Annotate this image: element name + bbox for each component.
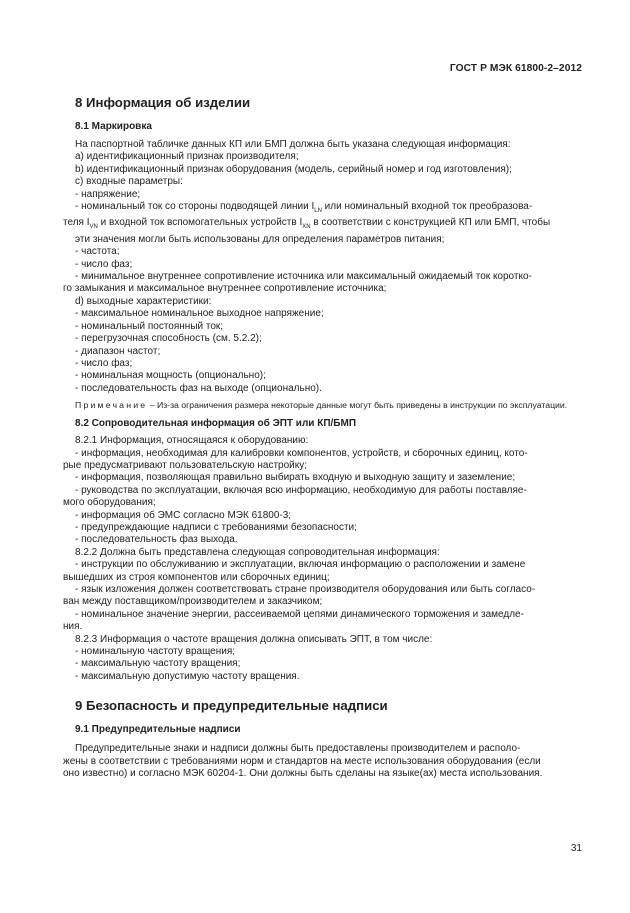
note-text: – Из-за ограничения размера некоторые данные могут быть приведены в инструкции по эксплуатации.	[147, 400, 568, 411]
paragraph: - число фаз;	[75, 357, 133, 369]
paragraph: жены в соответствии с требованиями норм и стандартов на месте использования оборудования (если	[63, 755, 541, 767]
text: в соответствии с конструкцией КП или БМП, чтобы	[310, 217, 551, 229]
section-8-title: 8 Информация об изделии	[75, 95, 251, 110]
paragraph: - номинальное значение энергии, рассеиваемой цепями динамического торможения и замедле-	[75, 608, 524, 620]
subscript: XN	[302, 224, 311, 231]
text: или номинальный входной ток преобразова-	[321, 201, 533, 213]
current-line	[75, 201, 583, 217]
paragraph: - информация, необходимая для калибровки компонентов, устройств, и сборочных единиц, кото-	[75, 447, 528, 459]
paragraph: - максимальную допустимую частоту вращения.	[75, 670, 300, 682]
text: - номинальный ток со стороны подводящей линии I	[75, 201, 315, 213]
paragraph: оно известно) и согласно МЭК 60204-1. Они должны быть сделаны на языке(ах) места использования.	[63, 768, 543, 780]
paragraph: - информация, позволяющая правильно выбирать входную и выходную защиту и заземление;	[75, 472, 516, 484]
paragraph: 8.2.1 Информация, относящаяся к оборудованию:	[75, 435, 309, 447]
paragraph: b) идентификационный признак оборудования (модель, серийный номер и год изготовления);	[75, 163, 512, 175]
subsection-8-1-title: 8.1 Маркировка	[75, 121, 152, 132]
paragraph: - информация об ЭМС согласно МЭК 61800-3;	[75, 509, 292, 521]
paragraph: рые предусматривают пользовательскую настройку;	[63, 459, 307, 471]
note-label: Примечание	[75, 400, 148, 411]
paragraph: - частота;	[75, 246, 120, 258]
text: теля I	[63, 217, 90, 229]
paragraph: - руководства по эксплуатации, включая всю информацию, необходимую для работы поставляе-	[75, 484, 527, 496]
paragraph: - число фаз;	[75, 258, 133, 270]
paragraph: - номинальную частоту вращения;	[75, 646, 236, 658]
standard-header: ГОСТ Р МЭК 61800-2–2012	[449, 63, 582, 74]
paragraph: - диапазон частот;	[75, 345, 161, 357]
paragraph: вышедших из строя компонентов или сборочных единиц;	[63, 571, 330, 583]
paragraph: мого оборудования;	[63, 497, 156, 509]
paragraph: - последовательность фаз на выходе (опционально).	[75, 382, 322, 394]
paragraph: 8.2.2 Должна быть представлена следующая сопроводительная информация:	[75, 546, 440, 558]
paragraph: го замыкания и максимальное внутреннее сопротивление источника;	[63, 283, 387, 295]
paragraph: - перегрузочная способность (см. 5.2.2);	[75, 333, 262, 345]
paragraph: - предупреждающие надписи с требованиями безопасности;	[75, 521, 357, 533]
subsection-9-1-title: 9.1 Предупредительные надписи	[75, 724, 241, 736]
paragraph: Предупредительные знаки и надписи должны быть предоставлены производителем и располо-	[75, 743, 521, 755]
note	[75, 399, 583, 411]
paragraph: ван между поставщиком/производителем и заказчиком;	[63, 596, 323, 608]
paragraph: эти значения могли быть использованы для определения параметров питания;	[75, 233, 445, 245]
paragraph: ния.	[63, 621, 83, 633]
subsection-8-2-title: 8.2 Сопроводительная информация об ЭПТ или КП/БМП	[75, 418, 357, 430]
paragraph: - инструкции по обслуживанию и эксплуатации, включая информацию о расположении и замене	[75, 559, 526, 571]
page-number: 31	[570, 843, 582, 854]
current-line	[63, 217, 583, 233]
paragraph: - номинальный постоянный ток;	[75, 320, 224, 332]
paragraph: - максимальное номинальное выходное напряжение;	[75, 308, 324, 320]
paragraph: а) идентификационный признак производителя;	[75, 151, 299, 163]
paragraph: - язык изложения должен соответствовать стране производителя оборудования или быть согласо-	[75, 584, 536, 595]
subscript: LN	[314, 208, 322, 215]
page-content	[63, 94, 583, 780]
subscript: VN	[89, 224, 98, 231]
paragraph: - последовательность фаз выхода.	[75, 534, 238, 546]
text: и входной ток вспомогательных устройств I	[97, 217, 303, 229]
paragraph: 8.2.3 Информация о частоте вращения должна описывать ЭПТ, в том числе:	[75, 633, 433, 645]
paragraph: d) выходные характеристики:	[75, 295, 212, 307]
paragraph: - напряжение;	[75, 188, 141, 200]
section-9-title: 9 Безопасность и предупредительные надписи	[75, 698, 388, 714]
paragraph: На паспортной табличке данных КП или БМП должна быть указана следующая информация:	[75, 139, 511, 150]
paragraph: - номинальная мощность (опционально);	[75, 370, 266, 382]
paragraph: c) входные параметры:	[75, 176, 183, 188]
paragraph: - минимальное внутреннее сопротивление источника или максимальный ожидаемый ток коротко-	[75, 271, 532, 283]
paragraph: - максимальную частоту вращения;	[75, 658, 241, 670]
